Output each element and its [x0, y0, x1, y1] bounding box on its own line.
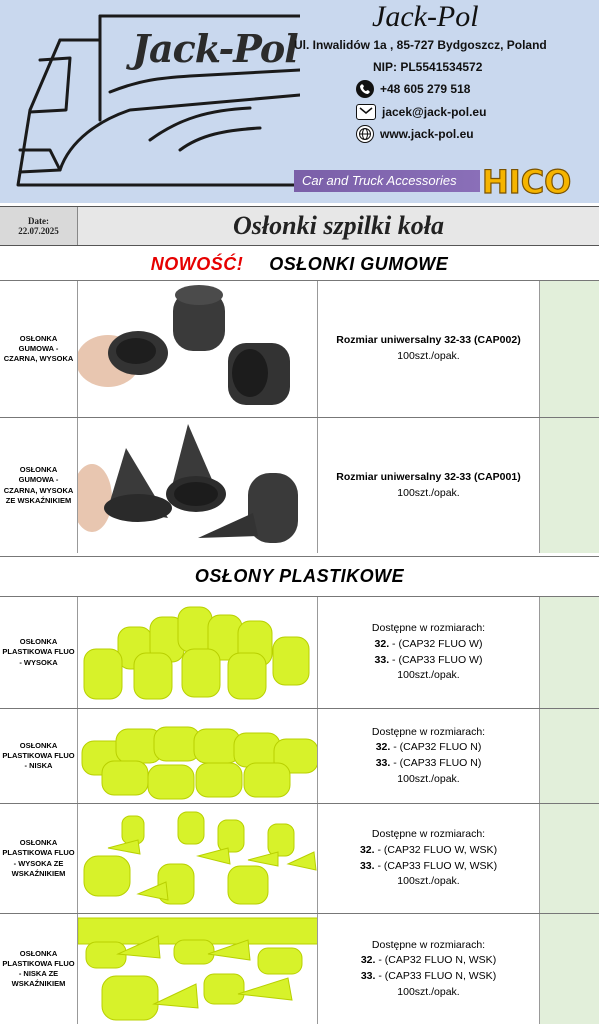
product-label: OSŁONKA PLASTIKOWA FLUO - WYSOKA: [0, 597, 78, 708]
size-line: [361, 969, 496, 985]
size-line: [361, 953, 496, 969]
product-row: [0, 280, 599, 417]
product-row: [0, 803, 599, 913]
product-row: [0, 708, 599, 803]
size-number: 33.: [375, 757, 391, 769]
company-name: Jack-Pol: [372, 0, 479, 33]
section-plastic-title: OSŁONY PLASTIKOWE: [194, 566, 405, 586]
website-link[interactable]: www.jack-pol.eu: [380, 127, 474, 141]
phone-number[interactable]: +48 605 279 518: [380, 82, 471, 96]
size-code: - (CAP32 FLUO W): [389, 637, 483, 650]
size-line: [360, 859, 497, 875]
product-image: [78, 597, 318, 708]
product-row: [0, 417, 599, 553]
price-cell: [540, 597, 599, 708]
product-label: OSŁONKA PLASTIKOWA FLUO - WYSOKA ZE WSKAŹNIKIEM: [0, 804, 78, 913]
hico-logo: [480, 160, 580, 200]
email-icon: [356, 104, 376, 120]
date-value: 22.07.2025: [18, 226, 59, 236]
product-image: [78, 709, 318, 803]
available-sizes-label: Dostępne w rozmiarach:: [371, 622, 486, 634]
product-description: [318, 914, 540, 1024]
size-line: [360, 843, 497, 859]
price-cell: [540, 914, 599, 1024]
size-code: - (CAP32 FLUO W, WSK): [374, 843, 498, 856]
email-row: [356, 102, 486, 122]
size-number: 32.: [375, 741, 391, 754]
price-cell: [540, 281, 599, 417]
product-pack: 100szt./opak.: [397, 772, 460, 785]
product-description: [318, 804, 540, 913]
size-number: 33.: [360, 970, 376, 982]
new-badge: NOWOŚĆ!: [150, 253, 244, 274]
header-banner: [0, 0, 599, 203]
hico-logo-text: HICO: [482, 163, 572, 200]
size-line: [375, 637, 483, 653]
title-row: [0, 206, 599, 246]
product-size: Rozmiar uniwersalny 32-33 (CAP002): [336, 334, 521, 347]
date-cell: [0, 207, 78, 245]
available-sizes-label: Dostępne w rozmiarach:: [371, 725, 486, 738]
size-line: [375, 653, 483, 669]
product-label: OSŁONKA PLASTIKOWA FLUO - NISKA: [0, 709, 78, 803]
size-code: - (CAP32 FLUO N, WSK): [375, 954, 497, 967]
product-description: [318, 709, 540, 803]
price-cell: [540, 709, 599, 803]
size-number: 33.: [374, 653, 390, 666]
size-number: 32.: [360, 954, 376, 967]
product-image: [78, 914, 318, 1024]
size-line: [376, 740, 482, 756]
product-label: OSŁONKA GUMOWA - CZARNA, WYSOKA: [0, 281, 78, 417]
product-pack: 100szt./opak.: [397, 875, 460, 888]
product-label: OSŁONKA PLASTIKOWA FLUO - NISKA ZE WSKAŹNIKIEM: [0, 914, 78, 1024]
price-cell: [540, 418, 599, 553]
product-pack: 100szt./opak.: [397, 985, 460, 998]
product-pack: 100szt./opak.: [397, 669, 460, 682]
size-number: 32.: [374, 637, 390, 650]
tagline-bar: Car and Truck Accessories: [294, 170, 480, 192]
phone-icon: [356, 80, 374, 98]
date-label: Date:: [28, 216, 49, 226]
size-line: [376, 756, 482, 772]
product-pack: 100szt./opak.: [397, 350, 460, 362]
product-description: [318, 281, 540, 417]
size-code: - (CAP33 FLUO N, WSK): [375, 970, 497, 982]
section-rubber-title: OSŁONKI GUMOWE: [269, 253, 449, 274]
email-address[interactable]: jacek@jack-pol.eu: [382, 105, 487, 119]
size-code: - (CAP32 FLUO N): [390, 741, 482, 754]
size-number: 33.: [359, 859, 375, 872]
globe-icon: [356, 125, 374, 143]
section-rubber-heading: [0, 247, 599, 281]
phone-row: [356, 79, 470, 99]
product-image: [78, 418, 318, 553]
product-label: OSŁONKA GUMOWA - CZARNA, WYSOKA ZE WSKAŹNIKIEM: [0, 418, 78, 553]
website-row: [356, 124, 474, 144]
size-number: 32.: [359, 843, 375, 856]
product-row: [0, 596, 599, 708]
product-image: [78, 281, 318, 417]
company-address: Ul. Inwalidów 1a , 85-727 Bydgoszcz, Poland: [294, 38, 547, 52]
product-description: [318, 418, 540, 553]
product-image: [78, 804, 318, 913]
available-sizes-label: Dostępne w rozmiarach:: [371, 938, 486, 951]
size-code: - (CAP33 FLUO W): [389, 653, 483, 666]
product-pack: 100szt./opak.: [397, 486, 460, 499]
product-row: [0, 913, 599, 1024]
company-logo: Jack-Pol: [132, 26, 298, 71]
available-sizes-label: Dostępne w rozmiarach:: [371, 828, 486, 840]
product-size: Rozmiar uniwersalny 32-33 (CAP001): [336, 470, 521, 483]
company-nip: NIP: PL5541534572: [373, 60, 483, 74]
page-title: Osłonki szpilki koła: [78, 207, 599, 245]
size-code: - (CAP33 FLUO W, WSK): [374, 859, 498, 872]
section-plastic-heading: [0, 556, 599, 596]
price-cell: [540, 804, 599, 913]
size-code: - (CAP33 FLUO N): [390, 757, 482, 769]
product-description: [318, 597, 540, 708]
